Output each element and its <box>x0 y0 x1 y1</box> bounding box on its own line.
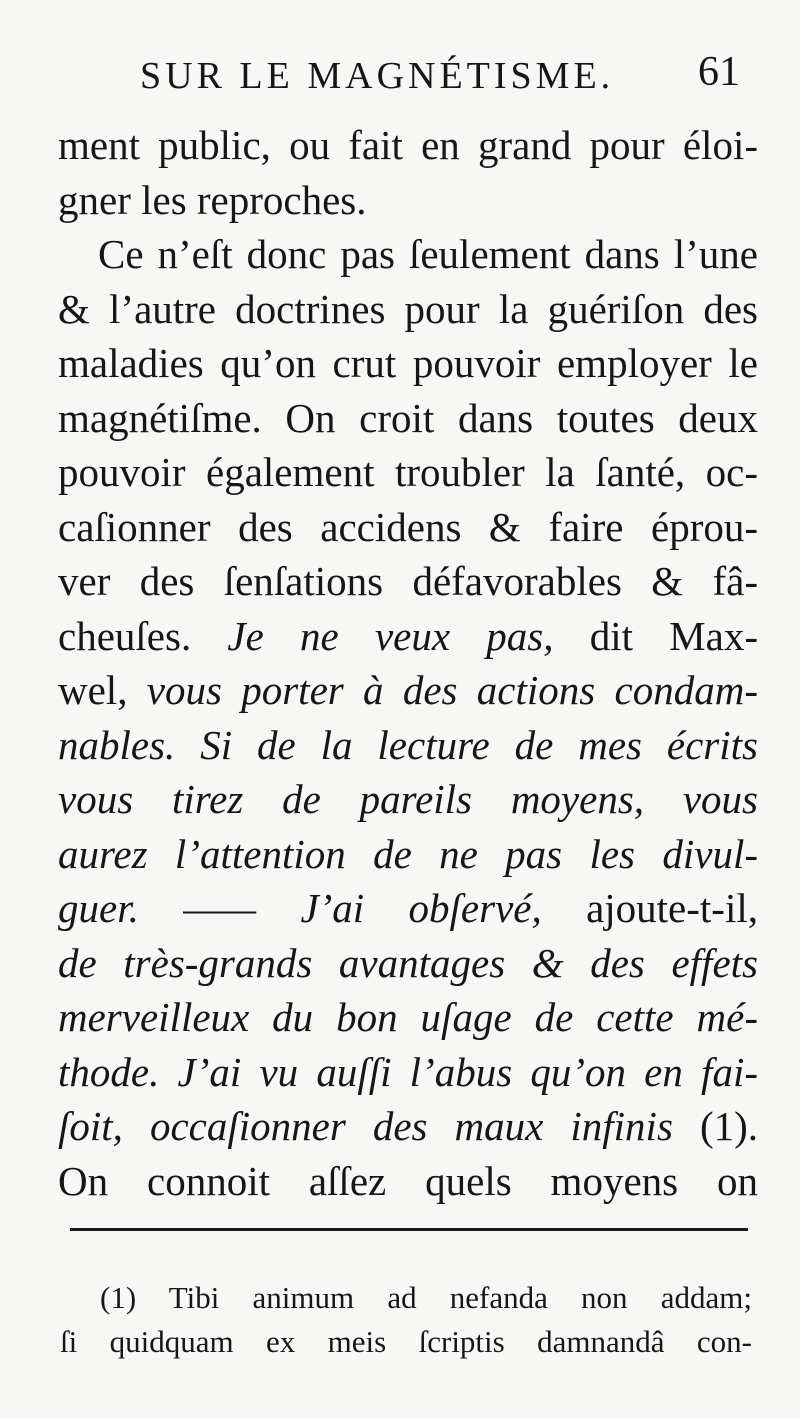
page-header <box>140 48 740 108</box>
text-line: ment public, ou fait en grand pour éloi- <box>58 122 758 168</box>
running-head: SUR LE MAGNÉTISME. <box>140 55 615 97</box>
text-line: thode. J’ai vu auſſi l’abus qu’on en fai- <box>58 1048 758 1095</box>
footnote-line: (1) Tibi animum ad nefanda non addam; <box>100 1280 752 1315</box>
text-line: Ce n’eſt donc pas ſeulement dans l’une <box>98 231 758 277</box>
text-line: vous tirez de pareils moyens, vous <box>58 776 758 822</box>
text-segment: dit Max- <box>589 612 758 659</box>
italic-quote: Je ne veux pas, <box>227 612 554 659</box>
text-line: merveilleux du bon uſage de cette mé- <box>58 994 758 1040</box>
footnote-divider <box>70 1228 748 1231</box>
text-line: caſionner des accidens & faire éprou- <box>58 503 758 550</box>
text-line: aurez l’attention de ne pas les divul- <box>58 830 758 877</box>
text-segment: ajoute-t-il, <box>586 885 758 931</box>
body-text <box>58 118 758 1208</box>
text-line: gner les reproches. <box>58 176 367 223</box>
text-segment: wel, <box>58 667 128 713</box>
text-line: de très-grands avantages & des effets <box>58 939 758 986</box>
text-line: maladies qu’on crut pouvoir employer le <box>58 340 758 386</box>
text-line <box>58 1099 758 1154</box>
italic-quote: ſoit, occaſionner des maux infinis <box>58 1103 673 1149</box>
text-segment: cheuſes. <box>58 612 192 659</box>
text-line <box>58 881 758 936</box>
text-line: magnétiſme. On croit dans toutes deux <box>58 394 758 441</box>
text-line <box>58 663 758 718</box>
text-line: & l’autre doctrines pour la guériſon des <box>58 285 758 332</box>
text-line <box>58 609 758 664</box>
text-line: nables. Si de la lecture de mes écrits <box>58 721 758 768</box>
page-number: 61 <box>698 49 740 95</box>
text-line: ver des ſenſations défavorables & fâ- <box>58 558 758 604</box>
footnote-line: ſi quidquam ex meis ſcriptis damnandâ con- <box>60 1324 752 1359</box>
footnote-reference: (1). <box>699 1103 759 1149</box>
text-line: On connoit aſſez quels moyens on <box>58 1157 758 1204</box>
italic-quote: vous porter à des actions condam- <box>146 667 759 713</box>
text-line: pouvoir également troubler la ſanté, oc- <box>58 449 758 495</box>
italic-quote: guer. —— J’ai obſervé, <box>58 885 542 931</box>
footnote <box>60 1276 752 1364</box>
